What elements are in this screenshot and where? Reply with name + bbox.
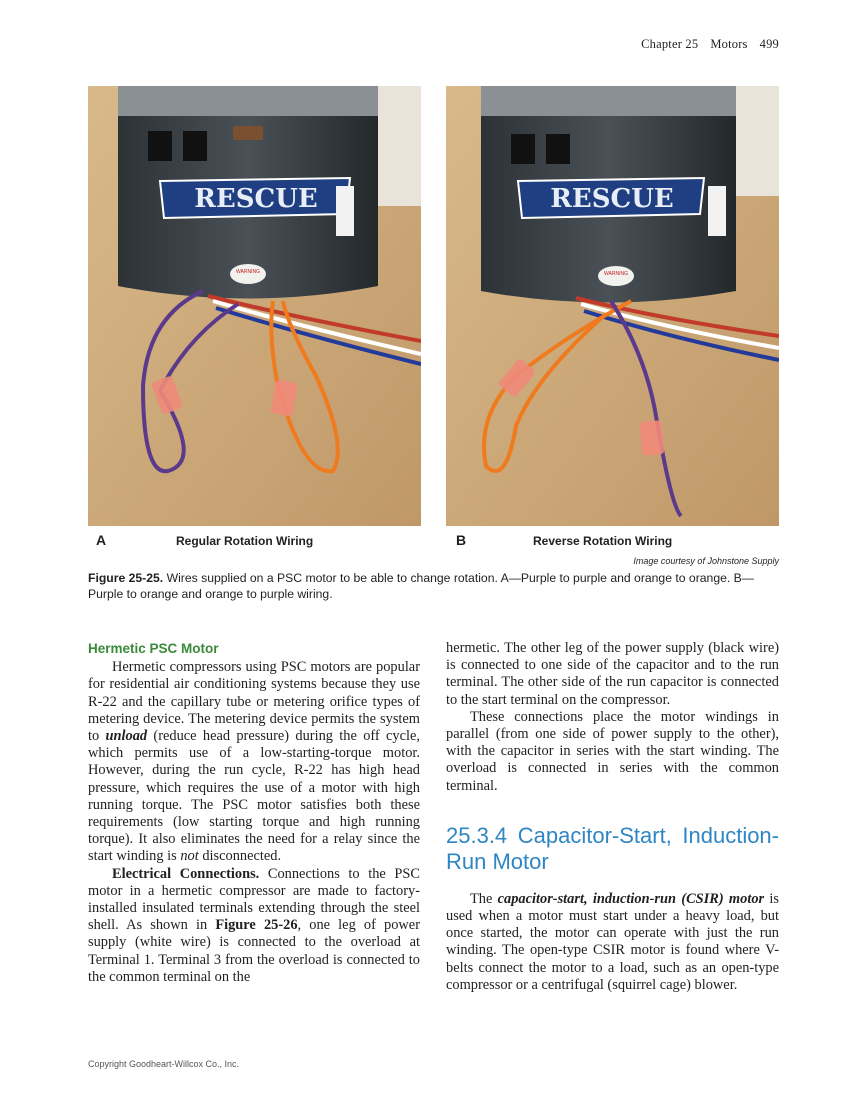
term-unload: unload: [105, 728, 148, 745]
warning-label-a: WARNING: [236, 269, 260, 275]
panel-caption-a: Regular Rotation Wiring: [176, 534, 314, 548]
motor-brand-text-a: RESCUE: [194, 184, 318, 214]
text-run: Connections to the PSC motor in a hermetic compressor are made to factory-installed insulated terminals extending through the steel shell. As shown in: [88, 865, 420, 934]
section-heading-csir: 25.3.4 Capacitor-Start, Induction-Run Motor: [446, 822, 779, 874]
figure-caption-text: Wires supplied on a PSC motor to be able to change rotation. A—Purple to purple and orange to orange. B—Purple to orange and orange to purple wiring.: [88, 571, 754, 601]
text-run: is used when a motor must start under a heavy load, but once started, the motor can operate with just the run winding. The open-type CSIR motor is found where V-belts connect the motor to a load, such as an open-type compressor or a centrifugal (squirrel cage) blower.: [446, 890, 779, 993]
motor-photo-b: [446, 86, 779, 526]
figure-reference-link[interactable]: Figure 25-26: [215, 917, 298, 934]
text-run: (reduce head pressure) during the off cycle, which permits use of a low-starting-torque motor. However, during the run cycle, R-22 has high head pressure, which requires the use of a motor with high running torque. The PSC motor satisfies both these requirements (low starting torque and high running torque). It also eliminates the need for a relay since the start winding is: [88, 728, 420, 865]
left-column: [88, 640, 420, 986]
text-run: , one leg of power supply (white wire) is connected to the overload at Terminal 1. Terminal 3 from the overload is connected to the common terminal on the: [88, 917, 420, 985]
image-credit: Image courtesy of Johnstone Supply: [633, 556, 779, 566]
text-run: Hermetic compressors using PSC motors are popular for residential air conditioning systems because they use R-22 and the capillary tube or metering orifice types of metering device. The metering device permits the system to: [88, 659, 420, 745]
motor-brand-text-b: RESCUE: [550, 184, 674, 214]
paragraph-electrical-connections: [88, 866, 420, 986]
run-in-heading: Electrical Connections.: [112, 865, 260, 882]
chapter-label: Chapter 25: [641, 37, 699, 51]
figure-caption: [88, 570, 780, 602]
text-run: disconnected.: [198, 848, 282, 865]
panel-letter-a: A: [96, 532, 107, 548]
right-column: [446, 640, 779, 994]
chapter-title: Motors: [710, 37, 748, 51]
figure-caption-label: Figure 25-25.: [88, 571, 164, 585]
text-run: The: [470, 890, 498, 907]
paragraph-hermetic-psc: [88, 659, 420, 865]
section-heading-hermetic-psc: Hermetic PSC Motor: [88, 641, 219, 656]
paragraph-windings: These connections place the motor windings in parallel (from one side of power supply to the other), with the capacitor in series with the start winding. The overload is connected in series with the common terminal.: [446, 708, 779, 794]
emphasis-not: not: [180, 848, 199, 865]
copyright-footer: Copyright Goodheart-Willcox Co., Inc.: [88, 1059, 240, 1069]
photo-regular-rotation: [88, 86, 421, 526]
paragraph-continued: hermetic. The other leg of the power supply (black wire) is connected to one side of the capacitor and to the run terminal. The other side of the run capacitor is connected to the start terminal on the compressor.: [446, 640, 779, 708]
photo-reverse-rotation: [446, 86, 779, 526]
running-header: [629, 37, 779, 52]
panel-caption-b: Reverse Rotation Wiring: [533, 534, 673, 548]
term-csir-motor: capacitor-start, induction-run (CSIR) motor: [497, 890, 765, 907]
warning-label-b: WARNING: [604, 271, 628, 277]
page-number: 499: [759, 37, 779, 51]
paragraph-csir: [446, 891, 779, 994]
motor-photo-a: [88, 86, 421, 526]
panel-letter-b: B: [456, 532, 467, 548]
